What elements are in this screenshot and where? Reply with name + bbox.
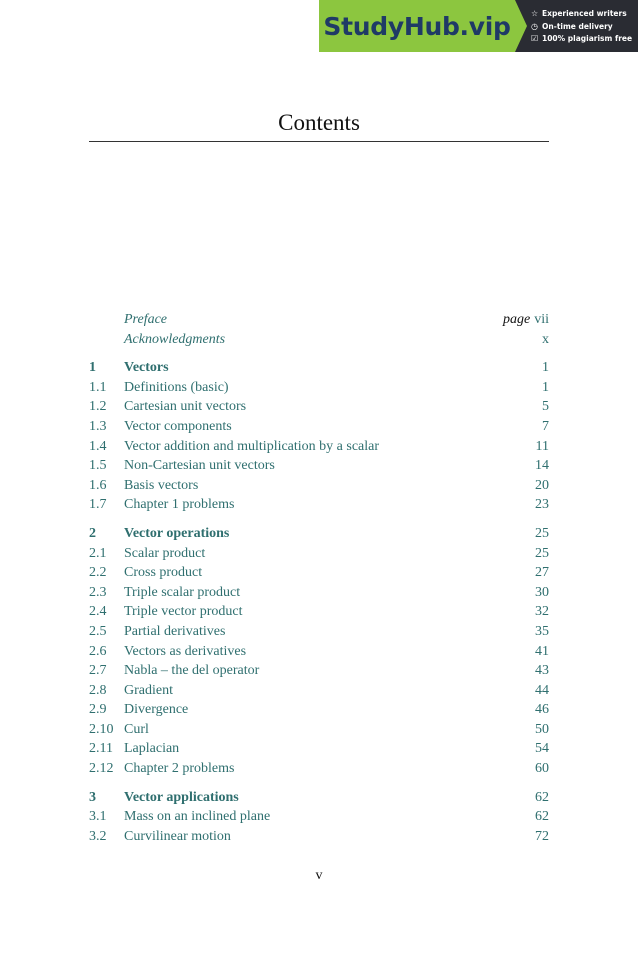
toc-number: 2.10 [89,721,114,737]
toc-number: 2.4 [89,604,107,620]
toc-front-preface[interactable] [89,310,549,330]
page-number: v [315,868,323,883]
toc-number: 3.2 [89,828,107,844]
toc-number: 2.11 [89,741,113,757]
toc-page: 62 [535,809,549,825]
toc-label: Triple vector product [124,604,243,620]
toc-label: Curvilinear motion [124,828,231,844]
toc-number: 2.12 [89,761,114,777]
toc-number: 2.8 [89,682,107,698]
toc-section[interactable] [89,544,549,564]
toc-number: 2.2 [89,565,107,581]
toc-number: 1 [89,360,96,376]
toc-page: 1 [542,360,549,376]
toc-label: Chapter 2 problems [124,761,235,777]
page-prefix: page [503,312,531,327]
toc-number: 1.1 [89,379,107,395]
toc-number: 1.3 [89,418,107,434]
toc-number: 2.5 [89,623,107,639]
toc-page: 44 [535,682,549,698]
toc-page: 54 [535,741,549,757]
toc-page: 62 [535,789,549,805]
toc-number: 1.5 [89,458,107,474]
toc-number: 1.7 [89,497,107,513]
check-icon: ☑ [531,34,539,43]
toc-section[interactable] [89,661,549,681]
toc-number: 1.4 [89,438,107,454]
toc-page: 25 [535,545,549,561]
toc-label: Vector components [124,418,232,434]
feature-item [531,21,638,34]
toc-chapter-3[interactable] [89,788,549,808]
toc-number: 2.6 [89,643,107,659]
table-of-contents [89,310,549,846]
clock-icon: ◷ [531,21,538,31]
toc-label: Mass on an inclined plane [124,809,271,825]
toc-page-number: vii [534,312,549,327]
toc-section[interactable] [89,456,549,476]
toc-section[interactable] [89,437,549,457]
ad-banner[interactable] [319,0,638,52]
toc-label: Partial derivatives [124,623,226,639]
toc-label: Laplacian [124,741,180,757]
toc-page: 46 [535,702,549,718]
feature-text: Experienced writers [542,9,627,18]
toc-section[interactable] [89,563,549,583]
studyhub-logo: StudyHub.vip [323,11,511,41]
toc-page: 43 [535,663,549,679]
feature-item [531,33,638,46]
toc-page: 50 [535,721,549,737]
toc-section[interactable] [89,583,549,603]
toc-label: Vector applications [124,789,239,805]
toc-number: 2.1 [89,545,107,561]
page-title: Contents [278,110,360,135]
title-rule [89,141,549,142]
toc-label: Triple scalar product [124,584,241,600]
toc-page: 30 [535,584,549,600]
toc-label: Vector addition and multiplication by a scalar [124,438,380,454]
toc-section[interactable] [89,759,549,779]
toc-page: 25 [535,525,549,541]
toc-section[interactable] [89,739,549,759]
toc-section[interactable] [89,827,549,847]
toc-page: 11 [535,438,549,454]
toc-chapter-2[interactable] [89,524,549,544]
toc-label: Cross product [124,565,203,581]
star-icon: ☆ [531,9,539,18]
toc-label: Non-Cartesian unit vectors [124,458,275,474]
toc-page: 72 [535,828,549,844]
toc-page: 35 [535,623,549,639]
toc-number: 1.2 [89,399,107,415]
banner-arrow [515,0,527,52]
toc-page: 60 [535,761,549,777]
toc-label: Definitions (basic) [124,379,229,395]
toc-label: Acknowledgments [124,331,226,347]
toc-page: 7 [542,418,549,434]
toc-section[interactable] [89,642,549,662]
logo-box [319,0,515,52]
toc-number: 1.6 [89,477,107,493]
toc-label: Gradient [124,682,173,698]
toc-label: Nabla – the del operator [124,663,260,679]
toc-label: Cartesian unit vectors [124,399,247,415]
toc-label: Divergence [124,702,189,718]
toc-section[interactable] [89,417,549,437]
toc-page: 27 [535,565,549,581]
toc-page [503,310,549,330]
toc-front-acknowledgments[interactable] [89,330,549,350]
toc-label: Chapter 1 problems [124,497,235,513]
toc-number: 2.9 [89,702,107,718]
toc-label: Scalar product [124,545,206,561]
toc-label: Vector operations [124,525,230,541]
toc-page: x [542,331,549,347]
toc-label: Preface [124,312,168,327]
toc-section[interactable] [89,495,549,515]
toc-section[interactable] [89,720,549,740]
toc-page: 41 [535,643,549,659]
toc-number: 2.3 [89,584,107,600]
toc-section[interactable] [89,397,549,417]
toc-number: 2.7 [89,663,107,679]
toc-page: 14 [535,458,549,474]
toc-chapter-1[interactable] [89,358,549,378]
toc-page: 32 [535,604,549,620]
toc-number: 3.1 [89,809,107,825]
banner-features [527,0,638,52]
toc-section[interactable] [89,807,549,827]
toc-number: 3 [89,789,96,805]
toc-section[interactable] [89,378,549,398]
toc-label: Basis vectors [124,477,199,493]
toc-section[interactable] [89,602,549,622]
toc-label: Vectors [124,360,169,376]
toc-page: 5 [542,399,549,415]
toc-label: Vectors as derivatives [124,643,247,659]
toc-section[interactable] [89,622,549,642]
toc-section[interactable] [89,476,549,496]
toc-number: 2 [89,525,96,541]
feature-item [531,8,638,21]
feature-text: On-time delivery [542,21,613,31]
toc-page: 1 [542,379,549,395]
toc-section[interactable] [89,700,549,720]
toc-page: 23 [535,497,549,513]
feature-text: 100% plagiarism free [542,34,633,43]
toc-label: Curl [124,721,149,737]
toc-section[interactable] [89,681,549,701]
toc-page: 20 [535,477,549,493]
